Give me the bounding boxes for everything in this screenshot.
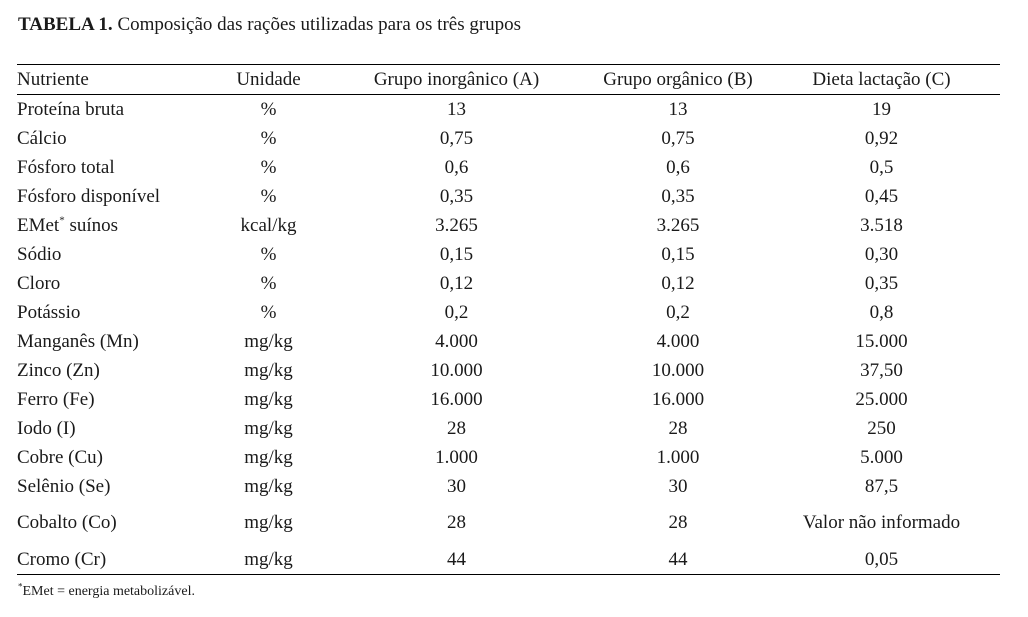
cell-group-c: 0,5 <box>869 156 894 178</box>
cell-unit: mg/kg <box>244 330 293 352</box>
cell-nutrient: Ferro (Fe) <box>17 388 95 410</box>
cell-group-a: 0,35 <box>439 185 474 207</box>
cell-group-b: 0,6 <box>666 156 690 178</box>
table-caption-text: Composição das rações utilizadas para os três grupos <box>112 14 522 35</box>
table-row <box>17 443 1000 472</box>
cell-group-a: 0,15 <box>439 243 474 265</box>
table-row <box>17 95 1000 125</box>
cell-nutrient: Zinco (Zn) <box>17 359 100 381</box>
cell-group-a: 30 <box>447 475 466 497</box>
cell-unit: mg/kg <box>244 512 293 533</box>
header-nutrient: Nutriente <box>17 68 89 90</box>
header-unit: Unidade <box>236 68 301 90</box>
table-caption <box>18 14 521 36</box>
cell-group-c: 37,50 <box>860 359 903 381</box>
table-row <box>17 182 1000 211</box>
cell-group-c: 5.000 <box>860 446 903 468</box>
header-group-b: Grupo orgânico (B) <box>603 68 753 90</box>
cell-group-a: 10.000 <box>430 359 483 381</box>
cell-nutrient: Manganês (Mn) <box>17 330 139 352</box>
table-row <box>17 124 1000 153</box>
cell-group-c: Valor não informado <box>802 512 961 533</box>
table-row <box>17 501 1000 545</box>
cell-group-c: 0,30 <box>864 243 899 265</box>
cell-unit: % <box>260 243 277 265</box>
cell-group-b: 30 <box>668 475 688 497</box>
table-row <box>17 153 1000 182</box>
table-row <box>17 298 1000 327</box>
cell-group-b: 4.000 <box>656 330 700 352</box>
cell-group-a: 28 <box>447 512 466 533</box>
cell-unit: % <box>260 185 277 207</box>
cell-group-b: 1.000 <box>656 446 700 468</box>
cell-group-b: 28 <box>668 417 688 439</box>
cell-group-a: 0,2 <box>444 301 469 323</box>
cell-group-c: 25.000 <box>855 388 908 410</box>
cell-unit: mg/kg <box>244 359 293 381</box>
cell-group-a: 16.000 <box>430 388 483 410</box>
cell-nutrient: Iodo (I) <box>17 417 76 439</box>
cell-unit: % <box>260 98 277 120</box>
table-row <box>17 545 1000 575</box>
cell-nutrient: Cobre (Cu) <box>17 446 104 468</box>
cell-group-c: 0,05 <box>864 548 899 570</box>
cell-nutrient: Sódio <box>17 243 62 265</box>
table-row <box>17 327 1000 356</box>
cell-group-c: 0,45 <box>864 185 899 207</box>
header-group-a: Grupo inorgânico (A) <box>373 68 540 90</box>
cell-nutrient: Fósforo disponível <box>17 185 161 207</box>
cell-unit: mg/kg <box>244 388 293 410</box>
cell-nutrient: Proteína bruta <box>17 98 125 120</box>
cell-group-b: 44 <box>668 548 688 570</box>
cell-unit: mg/kg <box>244 548 293 570</box>
nutrient-footnote-marker: * <box>59 214 65 227</box>
cell-nutrient: Cloro <box>17 272 61 294</box>
cell-unit: % <box>260 156 277 178</box>
cell-unit: % <box>260 272 277 294</box>
cell-unit: mg/kg <box>244 475 293 497</box>
cell-group-c: 15.000 <box>855 330 908 352</box>
cell-group-a: 3.265 <box>435 214 478 236</box>
cell-group-a: 44 <box>447 548 466 570</box>
cell-group-b: 0,35 <box>661 185 695 207</box>
cell-unit: % <box>260 127 277 149</box>
cell-nutrient <box>17 211 217 240</box>
cell-group-b: 0,2 <box>666 301 690 323</box>
cell-group-c: 0,35 <box>864 272 899 294</box>
cell-nutrient: Selênio (Se) <box>17 475 111 497</box>
cell-unit: mg/kg <box>244 446 293 468</box>
table-footnote <box>18 581 195 600</box>
table-header-row <box>17 65 1000 95</box>
cell-unit: mg/kg <box>244 417 293 439</box>
table-row <box>17 472 1000 501</box>
cell-group-b: 28 <box>668 512 688 533</box>
cell-nutrient: Cálcio <box>17 127 67 149</box>
cell-group-b: 13 <box>668 98 688 120</box>
table-caption-label: TABELA 1. <box>18 14 113 35</box>
cell-group-b: 0,75 <box>661 127 695 149</box>
cell-group-c: 3.518 <box>860 214 903 236</box>
cell-group-a: 13 <box>447 98 466 120</box>
cell-group-b: 3.265 <box>656 214 700 236</box>
cell-group-a: 0,12 <box>439 272 474 294</box>
cell-group-b: 0,12 <box>661 272 695 294</box>
cell-group-b: 16.000 <box>651 388 705 410</box>
cell-unit: kcal/kg <box>240 214 297 236</box>
cell-nutrient: Cobalto (Co) <box>17 512 117 533</box>
header-group-c: Dieta lactação (C) <box>812 68 951 90</box>
cell-unit: % <box>260 301 277 323</box>
footnote-marker: * <box>18 581 23 592</box>
footnote-text: EMet = energia metabolizável. <box>22 584 195 599</box>
cell-group-c: 0,92 <box>864 127 899 149</box>
cell-group-b: 10.000 <box>651 359 705 381</box>
cell-nutrient: Potássio <box>17 301 81 323</box>
cell-group-b: 0,15 <box>661 243 695 265</box>
table-row <box>17 269 1000 298</box>
cell-group-a: 1.000 <box>435 446 478 468</box>
cell-group-c: 250 <box>867 417 896 439</box>
table-row <box>17 356 1000 385</box>
table-row <box>17 211 1000 240</box>
cell-nutrient: Cromo (Cr) <box>17 548 107 570</box>
nutrient-suffix: suínos <box>64 214 119 236</box>
table-row <box>17 385 1000 414</box>
table-row <box>17 240 1000 269</box>
cell-group-c: 19 <box>872 98 891 120</box>
nutrient-prefix: EMet <box>17 214 60 236</box>
cell-nutrient: Fósforo total <box>17 156 115 178</box>
cell-group-a: 0,75 <box>439 127 474 149</box>
cell-group-c: 87,5 <box>864 475 899 497</box>
cell-group-c: 0,8 <box>869 301 894 323</box>
cell-group-a: 28 <box>447 417 466 439</box>
cell-group-a: 4.000 <box>435 330 478 352</box>
table-row <box>17 414 1000 443</box>
composition-table <box>17 64 1000 575</box>
cell-group-a: 0,6 <box>444 156 469 178</box>
